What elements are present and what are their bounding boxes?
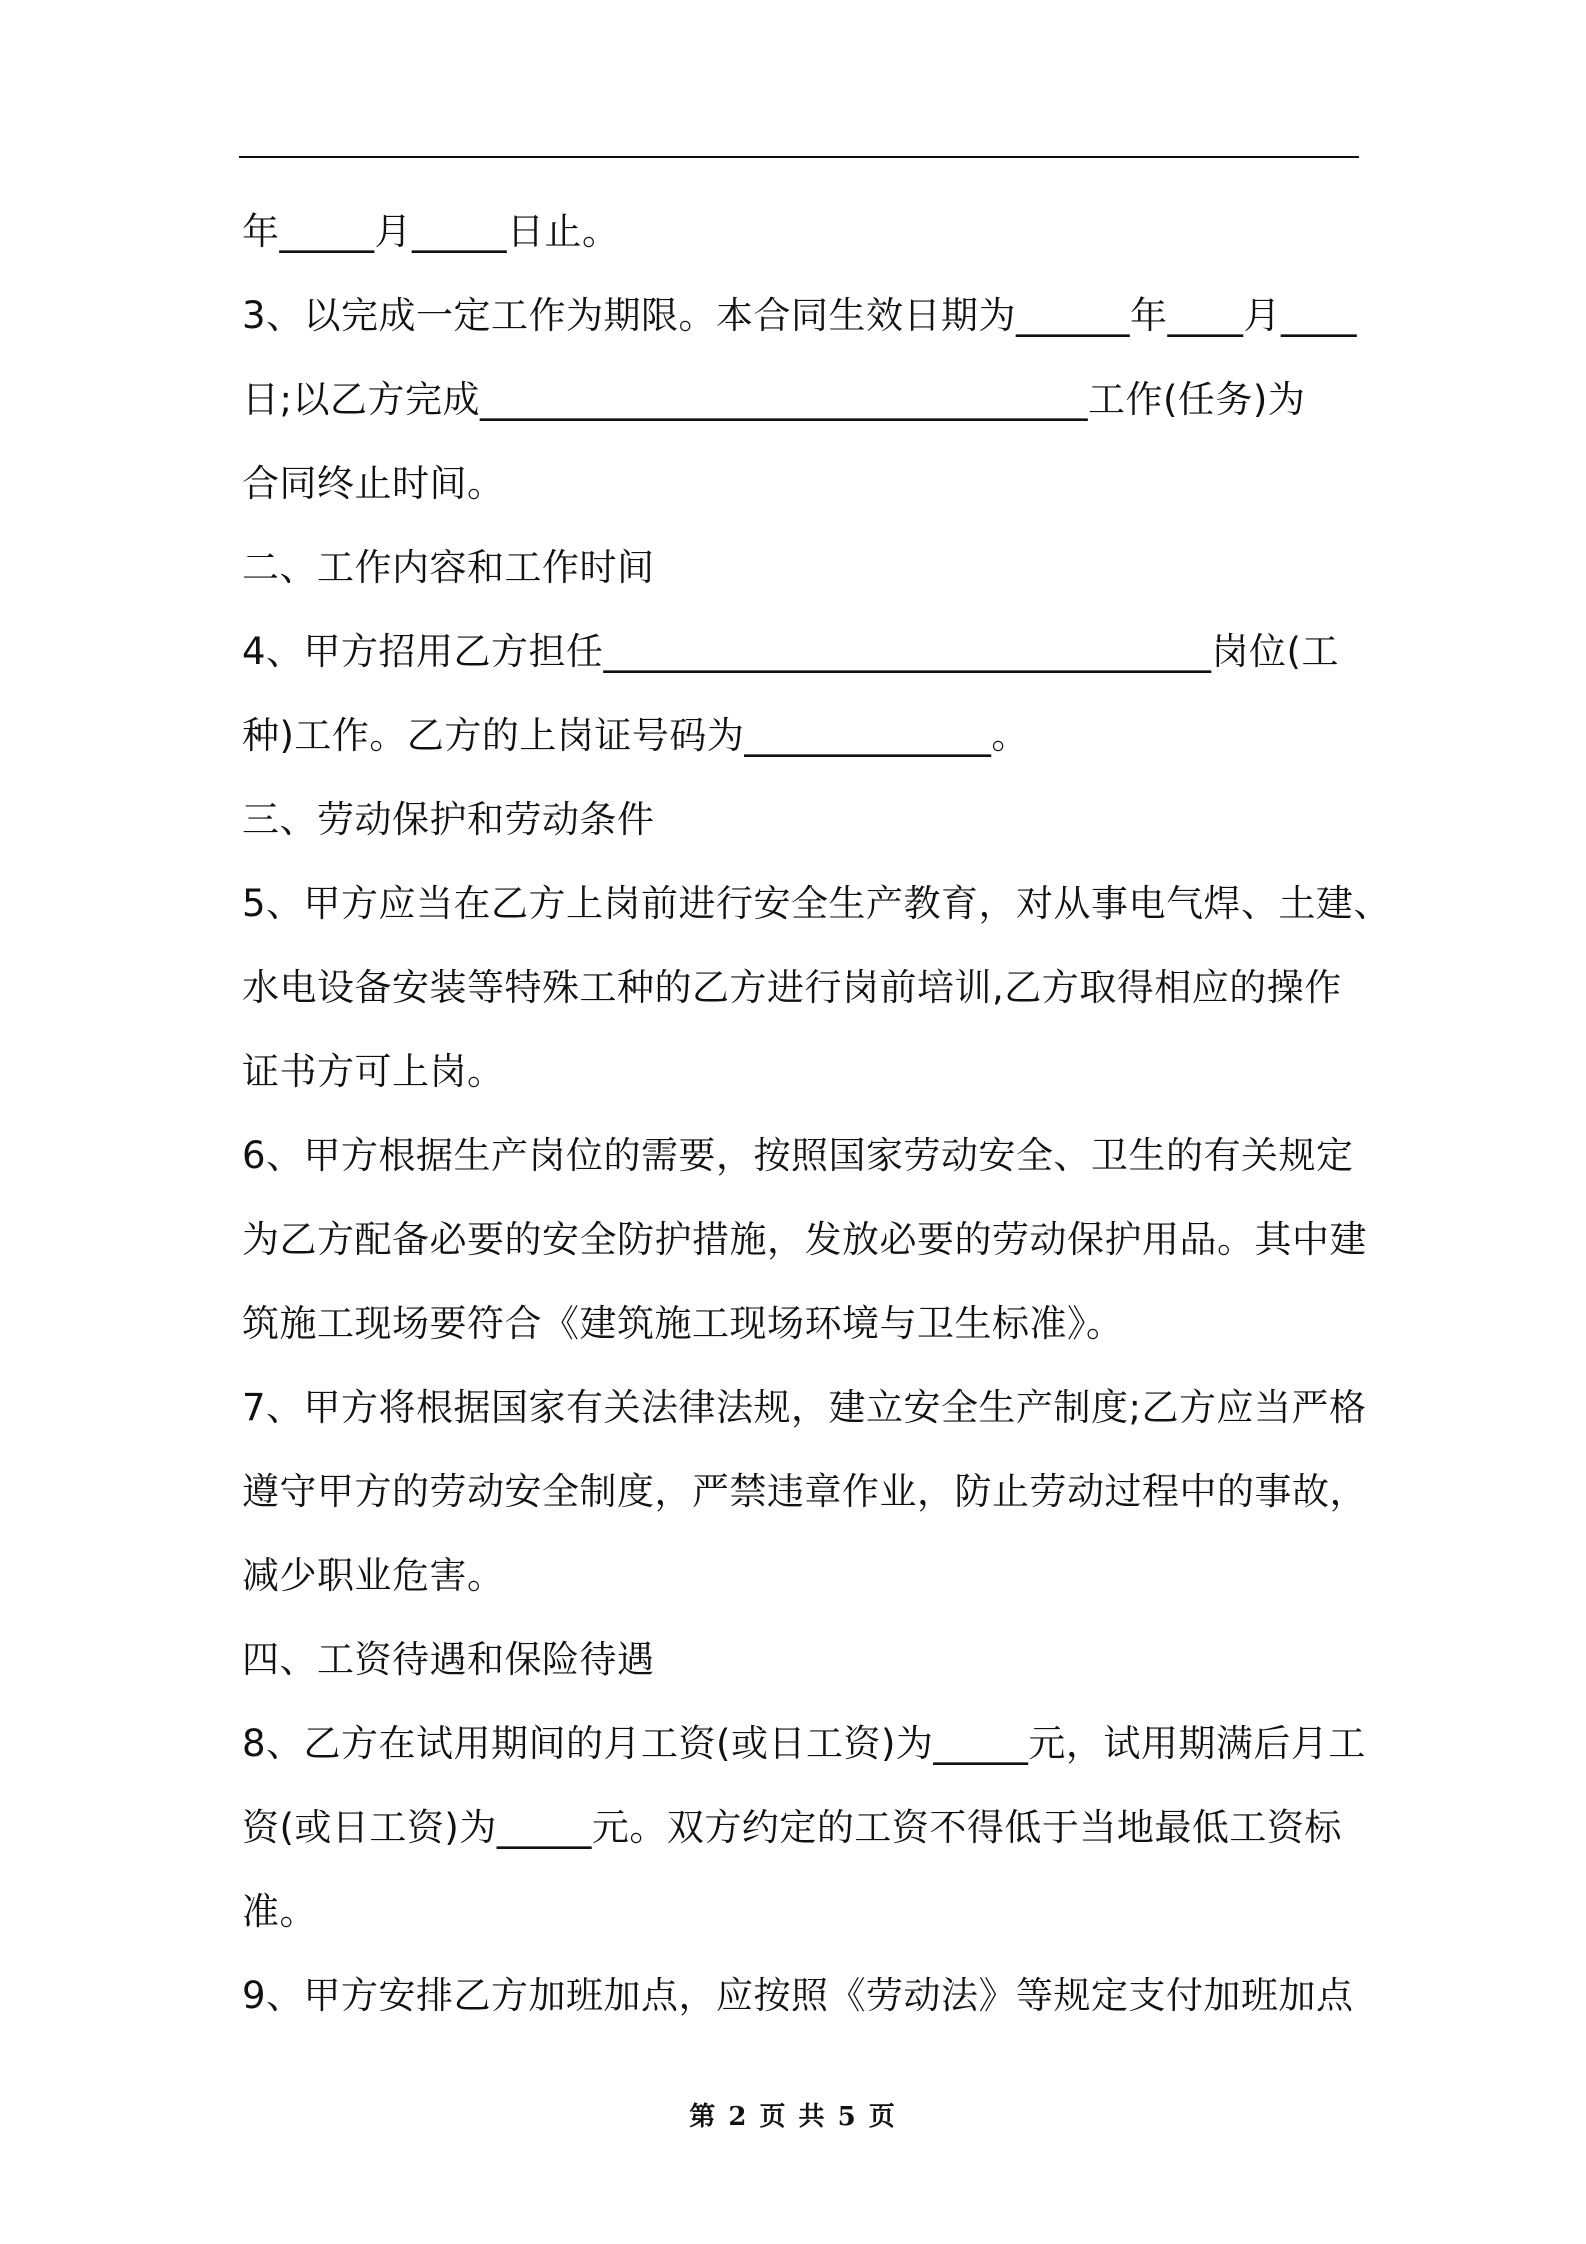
text-line: 日;以乙方完成________________________________工作(任务)为 [242,378,1306,421]
text-line: 9、甲方安排乙方加班加点，应按照《劳动法》等规定支付加班加点 [242,1974,1354,2017]
text-line: 6、甲方根据生产岗位的需要，按照国家劳动安全、卫生的有关规定 [242,1134,1354,1177]
text-line: 为乙方配备必要的安全防护措施，发放必要的劳动保护用品。其中建 [242,1218,1367,1261]
text-line: 资(或日工资)为_____元。双方约定的工资不得低于当地最低工资标 [242,1806,1342,1849]
text-line: 筑施工现场要符合《建筑施工现场环境与卫生标准》。 [242,1302,1124,1345]
text-line: 3、以完成一定工作为期限。本合同生效日期为______年____月____ [242,294,1358,337]
text-line: 8、乙方在试用期间的月工资(或日工资)为_____元，试用期满后月工 [242,1722,1366,1765]
text-line: 5、甲方应当在乙方上岗前进行安全生产教育，对从事电气焊、土建、 [242,882,1392,925]
section-heading: 三、劳动保护和劳动条件 [242,798,655,841]
text-line: 年_____月_____日止。 [242,210,620,253]
section-heading: 四、工资待遇和保险待遇 [242,1638,655,1681]
text-line: 遵守甲方的劳动安全制度，严禁违章作业，防止劳动过程中的事故， [242,1470,1367,1513]
text-line: 种)工作。乙方的上岗证号码为_____________。 [242,714,1029,757]
page-number: 第 2 页 共 5 页 [689,2102,897,2132]
text-line: 准。 [242,1890,317,1933]
text-line: 水电设备安装等特殊工种的乙方进行岗前培训,乙方取得相应的操作 [242,966,1342,1009]
text-line: 合同终止时间。 [242,462,505,505]
text-line: 4、甲方招用乙方担任________________________________岗位(工 [242,630,1339,673]
text-line: 7、甲方将根据国家有关法律法规，建立安全生产制度;乙方应当严格 [242,1386,1367,1429]
header-rule [239,156,1359,158]
text-line: 减少职业危害。 [242,1554,505,1597]
section-heading: 二、工作内容和工作时间 [242,546,655,589]
document-body [242,190,1392,2038]
text-line: 证书方可上岗。 [242,1050,505,1093]
